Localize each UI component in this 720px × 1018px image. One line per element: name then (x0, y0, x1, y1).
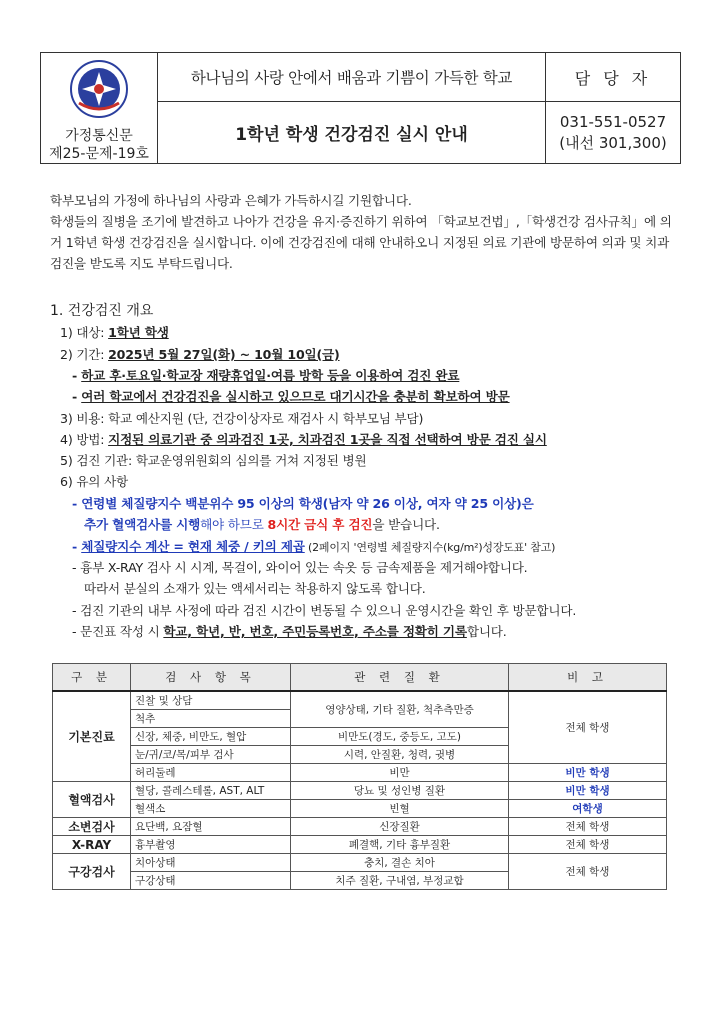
col-header-disease: 관 련 질 환 (291, 664, 509, 692)
table-row: 혈액검사 혈당, 콜레스테롤, AST, ALT 당뇨 및 성인병 질환 비만 학생 (53, 782, 667, 800)
table-row: 척추 (53, 710, 667, 728)
bmi-ref: (2페이지 '연령별 체질량지수(kg/m²)성장도표' 참고) (304, 541, 556, 554)
note-3b: 따라서 분실의 소재가 있는 액세서리는 착용하지 않도록 합니다. (84, 581, 426, 596)
table-row: 허리둘레 비만 비만 학생 (53, 764, 667, 782)
institution-line: 5) 검진 기관: 학교운영위원회의 심의를 거쳐 지정된 병원 (60, 453, 367, 468)
school-logo (69, 59, 129, 119)
table-header-row (53, 664, 667, 692)
col-header-item: 검 사 항 목 (131, 664, 291, 692)
col-header-category: 구 분 (53, 664, 131, 692)
table-row: 구강검사 치아상태 충치, 결손 치아 전체 학생 (53, 854, 667, 872)
period-note-2: - 여러 학교에서 건강검진을 실시하고 있으므로 대기시간을 충분히 확보하여 방문 (72, 389, 510, 404)
page-title: 1학년 학생 건강검진 실시 안내 (158, 102, 546, 164)
table-row: 혈색소 빈혈 여학생 (53, 800, 667, 818)
table-row: 눈/귀/코/목/피부 검사 시력, 안질환, 청력, 귓병 (53, 746, 667, 764)
table-row: 신장, 체중, 비만도, 혈압 비만도(경도, 중등도, 고도) (53, 728, 667, 746)
category-urine: 소변검사 (53, 818, 131, 836)
table-row: 소변검사 요단백, 요잠혈 신장질환 전체 학생 (53, 818, 667, 836)
category-xray: X-RAY (53, 836, 131, 854)
col-header-note: 비 고 (509, 664, 667, 692)
doc-type: 가정통신문 (65, 128, 133, 144)
intro-body: 학생들의 질병을 조기에 발견하고 나아가 건강을 유지·증진하기 위하여 「학교보건법」,「학생건강 검사규칙」에 의거 1학년 학생 건강검진을 실시합니다. 이에 건강검진에 대해 안내하오니 지정된 의료 기관에 방문하여 의과 및 치과 검진을 받도록 지도 부탁드립니다. (50, 214, 672, 271)
table-row: 구강상태 치주 질환, 구내염, 부정교합 (53, 872, 667, 890)
table-row: 기본진료 진찰 및 상담 영양상태, 기타 질환, 척추측만증 전체 학생 (53, 691, 667, 710)
school-motto: 하나님의 사랑 안에서 배움과 기쁨이 가득한 학교 (158, 53, 546, 102)
target-label: 1) 대상: (60, 325, 109, 340)
category-blood: 혈액검사 (53, 782, 131, 818)
note-1b: 추가 혈액검사를 시행해야 하므로 8시간 금식 후 검진을 받습니다. (84, 517, 440, 532)
cost-line: 3) 비용: 학교 예산지원 (단, 건강이상자로 재검사 시 학부모님 부담) (60, 411, 424, 426)
bmi-formula: 체질량지수 계산 = 현재 체중 / 키의 제곱 (81, 539, 305, 554)
period-value: 2025년 5월 27일(화) ~ 10월 10일(금) (108, 347, 340, 362)
intro-greeting: 학부모님의 가정에 하나님의 사랑과 은혜가 가득하시길 기원합니다. (50, 193, 412, 208)
exam-table (52, 663, 667, 890)
doc-number: 제25-문제-19호 (49, 146, 149, 162)
target-line (60, 323, 169, 342)
contact-phone: 031-551-0527 (559, 112, 667, 131)
period-line (60, 345, 340, 364)
contact-ext: (내선 301,300) (559, 133, 667, 152)
period-label: 2) 기간: (60, 347, 109, 362)
note-2: - 체질량지수 계산 = 현재 체중 / 키의 제곱 (2페이지 '연령별 체질량지수(kg/m²)성장도표' 참고) (72, 539, 556, 554)
category-dental: 구강검사 (53, 854, 131, 890)
table-row: X-RAY 흉부촬영 폐결핵, 기타 흉부질환 전체 학생 (53, 836, 667, 854)
note-3a: - 흉부 X-RAY 검사 시 시계, 목걸이, 와이어 있는 속옷 등 금속제품을 제거해야합니다. (72, 560, 528, 575)
method-value: 지정된 의료기관 중 의과검진 1곳, 치과검진 1곳을 직접 선택하여 방문 검진 실시 (108, 432, 547, 447)
method-line (60, 430, 547, 449)
logo-cell (41, 53, 158, 164)
target-value: 1학년 학생 (108, 325, 169, 340)
note-1a: - 연령별 체질량지수 백분위수 95 이상의 학생(남자 약 26 이상, 여자 약 25 이상)은 (72, 496, 534, 511)
contact-label: 담 당 자 (546, 53, 681, 102)
header-box (40, 52, 681, 164)
note-4: - 검진 기관의 내부 사정에 따라 검진 시간이 변동될 수 있으니 운영시간을 확인 후 방문합니다. (72, 603, 577, 618)
notes-heading: 6) 유의 사항 (60, 474, 128, 489)
category-basic: 기본진료 (53, 691, 131, 782)
method-label: 4) 방법: (60, 432, 109, 447)
period-note-1: - 하교 후·토요일·학교장 재량휴업일·여름 방학 등을 이용하여 검진 완료 (72, 368, 460, 383)
section-heading: 1. 건강검진 개요 (50, 303, 154, 319)
note-5: - 문진표 작성 시 학교, 학년, 반, 번호, 주민등록번호, 주소를 정확히 기록합니다. (72, 624, 507, 639)
contact-cell (546, 102, 681, 164)
